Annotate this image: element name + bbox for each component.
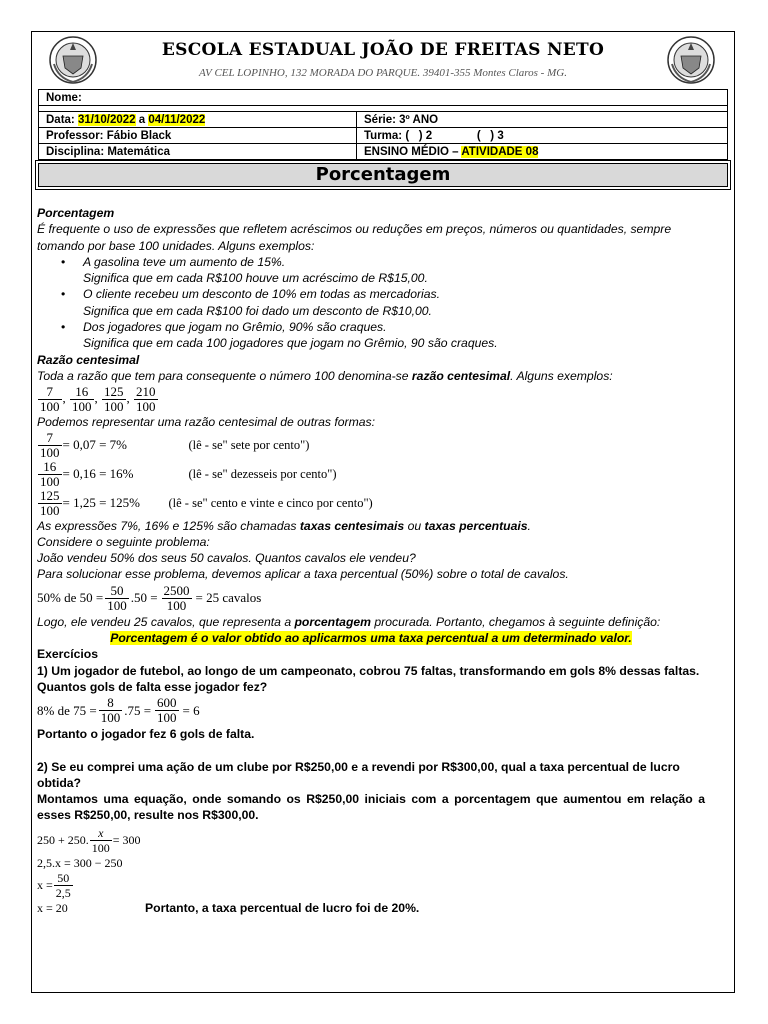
date-field: Data: 31/10/2022 a 04/11/2022 [39, 112, 357, 128]
list-item: • Dos jogadores que jogam no Grêmio, 90% são craques. Significa que em cada 100 jogadores que jogam no Grêmio, 90 são craques. [61, 319, 705, 352]
school-name: ESCOLA ESTADUAL JOÃO DE FREITAS NETO [161, 40, 605, 60]
grade-field: Série: 3º ANO [357, 112, 728, 128]
name-field[interactable]: Nome: [39, 90, 728, 106]
activity-field: ENSINO MÉDIO – ATIVIDADE 08 [357, 144, 728, 160]
paragraph: Logo, ele vendeu 25 cavalos, que representa a porcentagem procurada. Portanto, chegamos à seguinte definição: [37, 614, 661, 629]
exercises-heading: Exercícios [37, 647, 98, 662]
answer: Portanto, a taxa percentual de lucro foi de 20%. [145, 901, 420, 916]
final-row [37, 900, 705, 916]
equation: x = 20 [37, 901, 68, 916]
paragraph: Para solucionar esse problema, devemos aplicar a taxa percentual (50%) sobre o total de cavalos. [37, 567, 569, 582]
calculation: 8% de 75 = $\frac{8}{100}$ .75 = $\frac{600}{100}$ = 6 [37, 695, 200, 726]
teacher-field: Professor: Fábio Black [39, 128, 357, 144]
definition: Porcentagem é o valor obtido ao aplicarmos uma taxa percentual a um determinado valor. [110, 631, 632, 646]
examples-list [37, 254, 705, 352]
fraction-examples: $\frac{7}{100}$ , $\frac{16}{100}$ , $\frac{125}{100}$ , $\frac{210}{100}$ [40, 384, 156, 415]
coat-of-arms-icon [666, 34, 716, 86]
equation: 250 + 250. $\frac{x}{100}$ = 300 [37, 825, 141, 855]
intro-text: É frequente o uso de expressões que refletem acréscimos ou reduções em preços, números ou quantidades, sempre tomando por base 100 unidades. Alguns exemplos: [37, 222, 672, 253]
list-item: • O cliente recebeu um desconto de 10% em todas as mercadorias. Significa que em cada R$100 foi dado um desconto de R$10,00. [61, 286, 705, 319]
paragraph: As expressões 7%, 16% e 125% são chamadas taxas centesimais ou taxas percentuais. [37, 518, 531, 533]
school-header [38, 34, 728, 88]
subject-field: Disciplina: Matemática [39, 144, 357, 160]
student-info-table [38, 89, 728, 160]
page-title: Porcentagem [38, 163, 728, 187]
content [37, 205, 705, 916]
formula-row: $\frac{7}{100}$ = 0,07 = 7% (lê - se" sete por cento") [40, 429, 310, 460]
exercise-1: 1) Um jogador de futebol, ao longo de um campeonato, cobrou 75 faltas, transformando em gols 8% dessas faltas. Quantos gols de falta esse jogador fez? [37, 663, 700, 694]
date-start: 31/10/2022 [77, 113, 136, 126]
equation: x = $\frac{50}{2,5}$ [37, 871, 71, 901]
equation: 2,5.x = 300 − 250 [37, 855, 123, 870]
date-end: 04/11/2022 [148, 113, 206, 126]
answer: Portanto o jogador fez 6 gols de falta. [37, 727, 255, 742]
explanation: Montamos uma equação, onde somando os R$250,00 iniciais com a porcentagem que aumentou em relação a esses R$250,00, resulte nos R$300,00. [37, 792, 705, 823]
paragraph: João vendeu 50% dos seus 50 cavalos. Quantos cavalos ele vendeu? [37, 551, 416, 566]
paragraph: Podemos representar uma razão centesimal de outras formas: [37, 415, 376, 430]
formula-row: $\frac{125}{100}$ = 1,25 = 125% (lê - se" cento e vinte e cinco por cento") [40, 487, 373, 518]
paragraph: Toda a razão que tem para consequente o número 100 denomina-se razão centesimal. Alguns exemplos: [37, 368, 613, 383]
class-field[interactable]: Turma: ( ) 2 ( ) 3 [357, 128, 728, 144]
section-heading: Razão centesimal [37, 352, 140, 367]
paragraph: Considere o seguinte problema: [37, 534, 210, 549]
exercise-2: 2) Se eu comprei uma ação de um clube por R$250,00 e a revendi por R$300,00, qual a taxa percentual de lucro obtida? [37, 759, 680, 790]
calculation: 50% de 50 = $\frac{50}{100}$ .50 = $\frac{2500}{100}$ = 25 cavalos [37, 582, 262, 613]
section-heading: Porcentagem [37, 206, 115, 220]
formula-row: $\frac{16}{100}$ = 0,16 = 16% (lê - se" dezesseis por cento") [40, 458, 337, 489]
list-item: • A gasolina teve um aumento de 15%. Significa que em cada R$100 houve um acréscimo de R$15,00. [61, 254, 705, 287]
school-address: AV CEL LOPINHO, 132 MORADA DO PARQUE. 39401-355 Montes Claros - MG. [199, 67, 567, 79]
activity-badge: ATIVIDADE 08 [461, 145, 539, 158]
